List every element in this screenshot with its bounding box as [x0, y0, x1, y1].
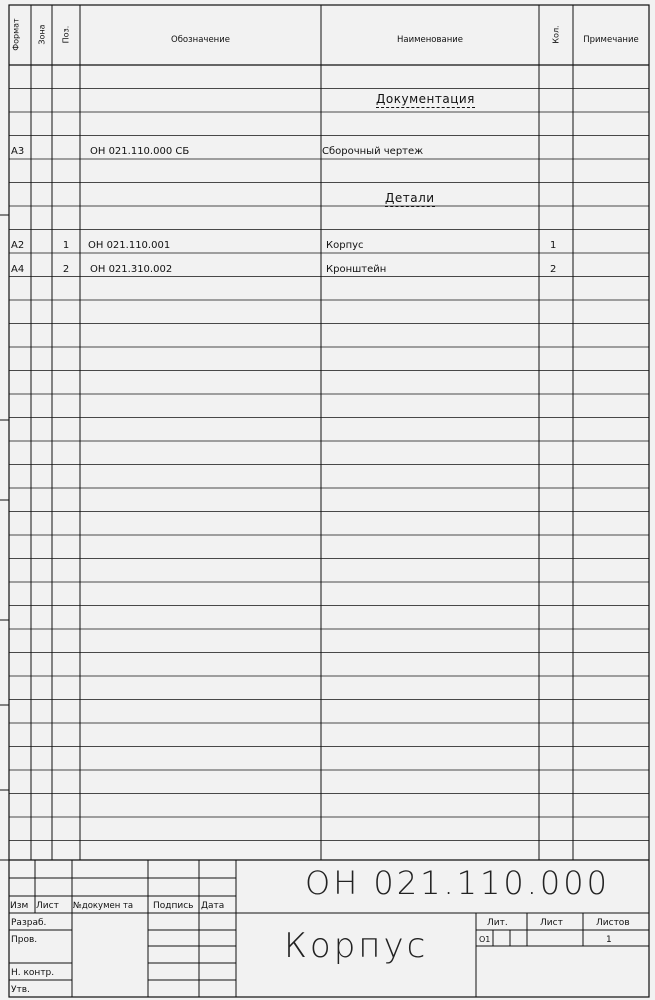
- header-zone: Зона: [37, 24, 47, 45]
- header-note: Примечание: [583, 35, 639, 45]
- row-name: Корпус: [326, 240, 364, 251]
- label-podpis: Подпись: [153, 901, 194, 911]
- row-pos: 1: [62, 240, 70, 251]
- header-pos: Поз.: [61, 25, 71, 44]
- header-designation: Обозначение: [171, 35, 230, 45]
- header-format: Формат: [11, 18, 21, 51]
- document-title: Корпус: [284, 926, 429, 966]
- section-parts: Детали: [385, 191, 435, 205]
- lit-value: О1: [479, 935, 491, 944]
- label-lit: Лит.: [487, 918, 508, 928]
- label-izm: Изм: [10, 901, 29, 911]
- row-designation: ОН 021.310.002: [90, 264, 173, 275]
- label-razrab: Разраб.: [11, 918, 47, 928]
- label-nkontr: Н. контр.: [11, 968, 55, 978]
- label-ndoc: №докумен та: [73, 901, 134, 911]
- header-name: Наименование: [396, 35, 464, 45]
- label-data: Дата: [201, 901, 225, 911]
- label-utv: Утв.: [11, 985, 30, 995]
- label-sheet: Лист: [540, 918, 563, 928]
- header-qty: Кол.: [551, 25, 561, 44]
- row-format: А4: [11, 264, 25, 275]
- row-name: Сборочный чертеж: [322, 146, 424, 157]
- section-documentation: Документация: [376, 92, 475, 106]
- row-qty: 2: [550, 264, 557, 275]
- row-qty: 1: [550, 240, 557, 251]
- label-sheets: Листов: [596, 918, 630, 928]
- row-format: А2: [11, 240, 25, 251]
- row-designation: ОН 021.110.000 СБ: [90, 146, 190, 157]
- row-pos: 2: [62, 264, 70, 275]
- label-prov: Пров.: [11, 935, 38, 945]
- label-list: Лист: [36, 901, 59, 911]
- row-name: Кронштейн: [326, 264, 387, 275]
- sheets-value: 1: [606, 935, 612, 945]
- row-format: А3: [11, 146, 25, 157]
- row-designation: ОН 021.110.001: [88, 240, 171, 251]
- doc-number: ОН 021.110.000: [305, 864, 610, 902]
